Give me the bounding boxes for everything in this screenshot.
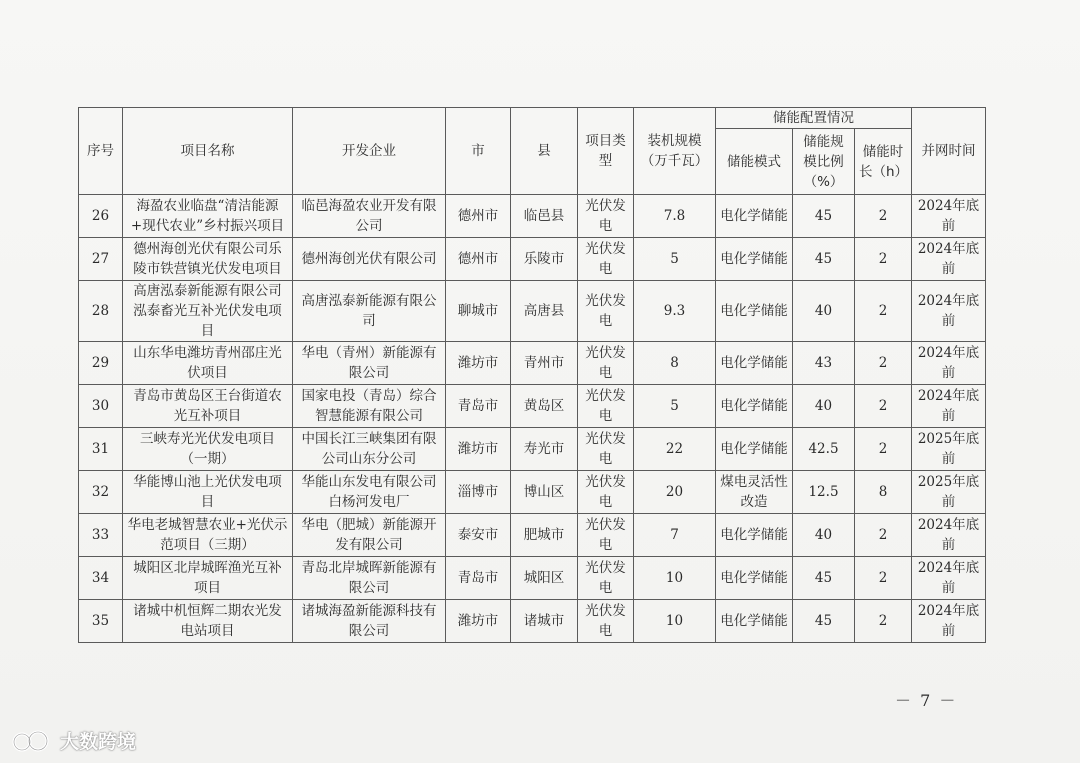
- header-grid-time: 并网时间: [912, 108, 986, 195]
- row-city: 青岛市: [446, 557, 511, 600]
- row-grid-time: 2024年底前: [912, 600, 986, 643]
- row-county: 青州市: [511, 342, 578, 385]
- row-developer: 临邑海盈农业开发有限公司: [293, 195, 446, 238]
- row-city: 德州市: [446, 238, 511, 281]
- row-type: 光伏发电: [578, 385, 634, 428]
- row-county: 高唐县: [511, 281, 578, 342]
- header-seq: 序号: [79, 108, 123, 195]
- watermark-logo-icon: [12, 728, 54, 754]
- row-project-name: 三峡寿光光伏发电项目（一期）: [123, 428, 293, 471]
- row-county: 肥城市: [511, 514, 578, 557]
- row-capacity: 7.8: [634, 195, 716, 238]
- header-storage-mode: 储能模式: [716, 129, 793, 195]
- row-type: 光伏发电: [578, 238, 634, 281]
- row-county: 博山区: [511, 471, 578, 514]
- header-developer: 开发企业: [293, 108, 446, 195]
- row-developer: 德州海创光伏有限公司: [293, 238, 446, 281]
- row-type: 光伏发电: [578, 342, 634, 385]
- row-type: 光伏发电: [578, 557, 634, 600]
- row-storage-ratio: 43: [793, 342, 855, 385]
- row-storage-mode: 煤电灵活性改造: [716, 471, 793, 514]
- row-grid-time: 2024年底前: [912, 385, 986, 428]
- table-row: [79, 600, 986, 643]
- row-storage-duration: 8: [855, 471, 912, 514]
- row-grid-time: 2025年底前: [912, 428, 986, 471]
- table-row: [79, 557, 986, 600]
- header-project-type: 项目类型: [578, 108, 634, 195]
- row-city: 聊城市: [446, 281, 511, 342]
- header-capacity: 装机规模（万千瓦）: [634, 108, 716, 195]
- row-capacity: 5: [634, 238, 716, 281]
- row-storage-duration: 2: [855, 342, 912, 385]
- row-storage-ratio: 45: [793, 195, 855, 238]
- row-county: 城阳区: [511, 557, 578, 600]
- table-row: [79, 471, 986, 514]
- row-county: 诸城市: [511, 600, 578, 643]
- row-storage-duration: 2: [855, 238, 912, 281]
- row-developer: 国家电投（青岛）综合智慧能源有限公司: [293, 385, 446, 428]
- row-project-name: 山东华电潍坊青州邵庄光伏项目: [123, 342, 293, 385]
- row-seq: 35: [79, 600, 123, 643]
- row-type: 光伏发电: [578, 428, 634, 471]
- row-developer: 青岛北岸城晖新能源有限公司: [293, 557, 446, 600]
- row-storage-ratio: 40: [793, 281, 855, 342]
- table-row: [79, 281, 986, 342]
- row-developer: 中国长江三峡集团有限公司山东分公司: [293, 428, 446, 471]
- header-storage-duration: 储能时长（h）: [855, 129, 912, 195]
- table-row: [79, 238, 986, 281]
- row-county: 临邑县: [511, 195, 578, 238]
- table-row: [79, 195, 986, 238]
- row-storage-ratio: 12.5: [793, 471, 855, 514]
- row-capacity: 20: [634, 471, 716, 514]
- table-row: [79, 514, 986, 557]
- row-type: 光伏发电: [578, 471, 634, 514]
- row-seq: 33: [79, 514, 123, 557]
- row-storage-ratio: 40: [793, 385, 855, 428]
- row-storage-ratio: 40: [793, 514, 855, 557]
- row-storage-duration: 2: [855, 600, 912, 643]
- row-storage-ratio: 45: [793, 600, 855, 643]
- row-storage-ratio: 45: [793, 238, 855, 281]
- row-storage-duration: 2: [855, 195, 912, 238]
- row-project-name: 华电老城智慧农业+光伏示范项目（三期）: [123, 514, 293, 557]
- watermark-text: 大数跨境: [60, 731, 137, 753]
- row-project-name: 海盈农业临盘“清洁能源+现代农业”乡村振兴项目: [123, 195, 293, 238]
- row-seq: 26: [79, 195, 123, 238]
- row-grid-time: 2024年底前: [912, 514, 986, 557]
- row-city: 潍坊市: [446, 342, 511, 385]
- row-grid-time: 2024年底前: [912, 342, 986, 385]
- row-project-name: 德州海创光伏有限公司乐陵市铁营镇光伏发电项目: [123, 238, 293, 281]
- row-storage-duration: 2: [855, 385, 912, 428]
- row-city: 潍坊市: [446, 600, 511, 643]
- row-county: 乐陵市: [511, 238, 578, 281]
- row-grid-time: 2024年底前: [912, 238, 986, 281]
- row-storage-mode: 电化学储能: [716, 428, 793, 471]
- row-project-name: 城阳区北岸城晖渔光互补项目: [123, 557, 293, 600]
- project-table: [78, 107, 986, 643]
- row-project-name: 青岛市黄岛区王台街道农光互补项目: [123, 385, 293, 428]
- row-seq: 30: [79, 385, 123, 428]
- row-storage-mode: 电化学储能: [716, 342, 793, 385]
- table-body: [79, 195, 986, 643]
- row-storage-mode: 电化学储能: [716, 195, 793, 238]
- table-row: [79, 385, 986, 428]
- row-county: 黄岛区: [511, 385, 578, 428]
- row-storage-ratio: 42.5: [793, 428, 855, 471]
- row-developer: 诸城海盈新能源科技有限公司: [293, 600, 446, 643]
- row-capacity: 10: [634, 557, 716, 600]
- row-grid-time: 2024年底前: [912, 195, 986, 238]
- row-storage-duration: 2: [855, 428, 912, 471]
- row-storage-mode: 电化学储能: [716, 600, 793, 643]
- row-capacity: 7: [634, 514, 716, 557]
- row-county: 寿光市: [511, 428, 578, 471]
- row-grid-time: 2024年底前: [912, 557, 986, 600]
- header-storage-group: 储能配置情况: [716, 108, 912, 129]
- row-city: 潍坊市: [446, 428, 511, 471]
- header-storage-ratio: 储能规模比例（%）: [793, 129, 855, 195]
- row-capacity: 10: [634, 600, 716, 643]
- row-storage-duration: 2: [855, 514, 912, 557]
- row-type: 光伏发电: [578, 281, 634, 342]
- row-project-name: 诸城中机恒辉二期农光发电站项目: [123, 600, 293, 643]
- row-capacity: 22: [634, 428, 716, 471]
- watermark: [12, 727, 136, 754]
- row-seq: 28: [79, 281, 123, 342]
- row-storage-mode: 电化学储能: [716, 238, 793, 281]
- row-developer: 华能山东发电有限公司白杨河发电厂: [293, 471, 446, 514]
- header-project-name: 项目名称: [123, 108, 293, 195]
- table-row: [79, 342, 986, 385]
- row-city: 泰安市: [446, 514, 511, 557]
- header-county: 县: [511, 108, 578, 195]
- row-capacity: 5: [634, 385, 716, 428]
- page-number: － 7 －: [895, 691, 958, 710]
- row-storage-duration: 2: [855, 557, 912, 600]
- row-city: 青岛市: [446, 385, 511, 428]
- row-storage-mode: 电化学储能: [716, 557, 793, 600]
- row-city: 德州市: [446, 195, 511, 238]
- row-seq: 31: [79, 428, 123, 471]
- row-developer: 华电（肥城）新能源开发有限公司: [293, 514, 446, 557]
- row-seq: 27: [79, 238, 123, 281]
- row-storage-ratio: 45: [793, 557, 855, 600]
- row-type: 光伏发电: [578, 514, 634, 557]
- row-seq: 32: [79, 471, 123, 514]
- header-city: 市: [446, 108, 511, 195]
- row-type: 光伏发电: [578, 600, 634, 643]
- row-capacity: 9.3: [634, 281, 716, 342]
- row-storage-duration: 2: [855, 281, 912, 342]
- row-capacity: 8: [634, 342, 716, 385]
- row-storage-mode: 电化学储能: [716, 281, 793, 342]
- row-seq: 34: [79, 557, 123, 600]
- row-city: 淄博市: [446, 471, 511, 514]
- table-row: [79, 428, 986, 471]
- row-project-name: 高唐泓泰新能源有限公司泓泰畜光互补光伏发电项目: [123, 281, 293, 342]
- row-grid-time: 2025年底前: [912, 471, 986, 514]
- row-developer: 高唐泓泰新能源有限公司: [293, 281, 446, 342]
- row-developer: 华电（青州）新能源有限公司: [293, 342, 446, 385]
- row-seq: 29: [79, 342, 123, 385]
- row-grid-time: 2024年底前: [912, 281, 986, 342]
- row-storage-mode: 电化学储能: [716, 514, 793, 557]
- row-type: 光伏发电: [578, 195, 634, 238]
- row-project-name: 华能博山池上光伏发电项目: [123, 471, 293, 514]
- row-storage-mode: 电化学储能: [716, 385, 793, 428]
